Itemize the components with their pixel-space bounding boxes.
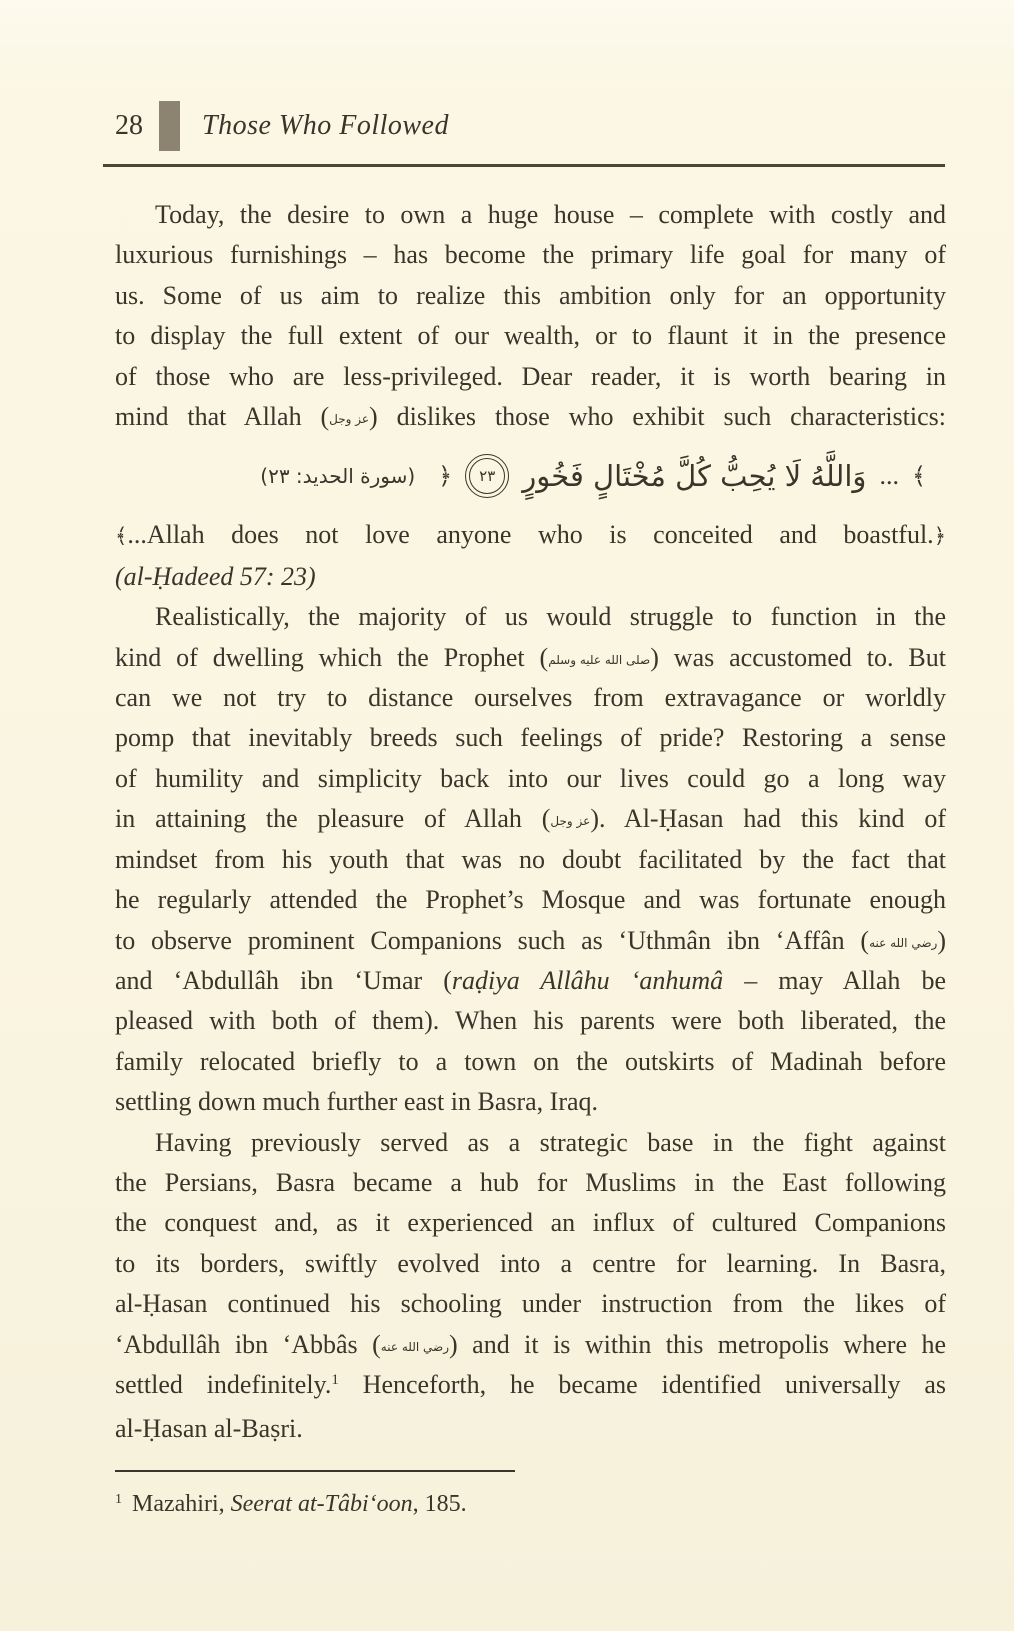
footnote bbox=[115, 1488, 946, 1520]
text-line bbox=[115, 1203, 946, 1243]
page-number: 28 bbox=[115, 110, 143, 141]
text-line bbox=[115, 195, 946, 235]
text-run: – may Allah be bbox=[723, 965, 946, 995]
verse-arabic-text: وَاللَّهُ لَا يُحِبُّ كُلَّ مُخْتَالٍ فَخُورٍ bbox=[522, 459, 867, 494]
paragraph bbox=[115, 1123, 946, 1450]
text-run: , 185. bbox=[412, 1491, 467, 1518]
text-line bbox=[115, 799, 946, 839]
header-bar bbox=[159, 101, 180, 151]
text-run: in attaining the pleasure of Allah ( bbox=[115, 804, 551, 834]
paragraph bbox=[115, 195, 946, 437]
text-run: Today, the desire to own a huge house – complete with costly and bbox=[155, 200, 946, 229]
text-run: to display the full extent of our wealth, or to flaunt it in the presence bbox=[115, 321, 946, 351]
text-line bbox=[115, 1284, 946, 1324]
text-run: mindset from his youth that was no doubt facilitated by the fact that bbox=[115, 844, 946, 874]
text-line bbox=[115, 678, 946, 718]
text-line bbox=[115, 357, 946, 397]
text-run: of humility and simplicity back into our lives could go a long way bbox=[115, 763, 946, 793]
text-run: al-Ḥasan continued his schooling under instruction from the likes of bbox=[115, 1289, 946, 1319]
text-run: settling down much further east in Basra, Iraq. bbox=[115, 1087, 599, 1117]
arabic-honorific: صلى الله عليه وسلم bbox=[548, 652, 651, 667]
text-run: the conquest and, as it experienced an influx of cultured Companions bbox=[115, 1208, 946, 1238]
text-run: he regularly attended the Prophet’s Mosque and was fortunate enough bbox=[115, 885, 946, 915]
arabic-honorific: رضي الله عنه bbox=[380, 1339, 450, 1354]
paragraph bbox=[115, 597, 946, 1122]
text-run: pleased with both of them). When his parents were both liberated, the bbox=[115, 1006, 946, 1036]
verse-close-ornament: ﴿ bbox=[438, 462, 453, 491]
text-run: kind of dwelling which the Prophet ( bbox=[115, 642, 549, 672]
text-line bbox=[115, 276, 946, 316]
text-run: and ‘Abdullâh ibn ‘Umar ( bbox=[115, 965, 452, 995]
italic-text: raḍiya Allâhu ‘anhumâ bbox=[451, 965, 724, 995]
text-run: ‘Abdullâh ibn ‘Abbâs ( bbox=[115, 1329, 381, 1359]
text-run: of those who are less-privileged. Dear reader, it is worth bearing in bbox=[115, 361, 946, 391]
text-run: us. Some of us aim to realize this ambition only for an opportunity bbox=[115, 280, 946, 310]
text-run: mind that Allah ( bbox=[115, 402, 330, 432]
arabic-honorific: رضي الله عنه bbox=[869, 935, 938, 950]
text-line bbox=[115, 961, 946, 1001]
text-run: luxurious furnishings – has become the primary life goal for many of bbox=[115, 240, 946, 270]
text-run: (al-Ḥadeed 57: 23) bbox=[115, 561, 316, 591]
text-line bbox=[115, 840, 946, 880]
text-run: to observe prominent Companions such as ‘Uthmân ibn ‘Affân ( bbox=[115, 925, 870, 955]
text-line bbox=[115, 921, 946, 961]
arabic-honorific: عز وجل bbox=[329, 412, 370, 427]
text-run: al-Ḥasan al-Baṣri. bbox=[115, 1414, 303, 1444]
text-line bbox=[115, 718, 946, 758]
text-run: ) and it is within this metropolis where he bbox=[449, 1329, 947, 1359]
text-run: pomp that inevitably breeds such feelings of pride? Restoring a sense bbox=[115, 723, 946, 753]
footnote-marker: 1 bbox=[331, 1371, 339, 1388]
text-run: to its borders, swiftly evolved into a centre for learning. In Basra, bbox=[115, 1248, 946, 1278]
footnote-marker: 1 bbox=[115, 1492, 122, 1508]
text-run: Realistically, the majority of us would struggle to function in the bbox=[155, 602, 946, 632]
text-line bbox=[115, 1001, 946, 1041]
surah-reference: (سورة الحديد: ٢٣) bbox=[260, 464, 416, 489]
text-line bbox=[115, 1244, 946, 1284]
verse-ellipsis: ... bbox=[879, 461, 899, 491]
text-line bbox=[115, 1163, 946, 1203]
ayah-number-badge: ٢٣ bbox=[465, 454, 509, 498]
footnote-rule bbox=[115, 1470, 515, 1472]
running-title: Those Who Followed bbox=[202, 110, 449, 141]
text-run: ) was accustomed to. But bbox=[650, 642, 946, 672]
text-line bbox=[115, 1365, 946, 1409]
text-line bbox=[115, 316, 946, 356]
header-rule bbox=[103, 164, 945, 167]
italic-text: Seerat at-Tâbi‘oon bbox=[230, 1491, 413, 1518]
text-run: settled indefinitely. bbox=[115, 1369, 332, 1399]
text-line bbox=[115, 759, 946, 799]
page-header bbox=[115, 100, 946, 152]
text-run: ) dislikes those who exhibit such characteristics: bbox=[369, 402, 947, 432]
text-line bbox=[115, 1325, 946, 1365]
text-line bbox=[115, 1042, 946, 1082]
text-run: Mazahiri, bbox=[132, 1491, 231, 1518]
text-line bbox=[115, 638, 946, 678]
text-run: Henceforth, he became identified universally as bbox=[338, 1369, 946, 1399]
arabic-honorific: عز وجل bbox=[550, 814, 591, 829]
citation-line bbox=[115, 557, 946, 597]
text-run: family relocated briefly to a town on the outskirts of Madinah before bbox=[115, 1046, 946, 1076]
quran-verse bbox=[115, 439, 946, 513]
text-run: Having previously served as a strategic base in the fight against bbox=[155, 1127, 946, 1157]
text-line bbox=[115, 1082, 946, 1122]
text-line bbox=[115, 880, 946, 920]
text-run: ) bbox=[937, 925, 946, 955]
text-line bbox=[115, 1409, 946, 1449]
text-line bbox=[115, 235, 946, 275]
text-line bbox=[115, 1123, 946, 1163]
text-run: ...Allah does not love anyone who is conceited and boastful. bbox=[127, 520, 934, 550]
text-run: ). Al-Ḥasan had this kind of bbox=[590, 804, 946, 834]
text-line bbox=[115, 597, 946, 637]
paragraph bbox=[115, 515, 946, 597]
text-line bbox=[115, 397, 946, 437]
body-text bbox=[115, 195, 946, 1450]
quote-ornament-icon: ﴿ bbox=[933, 524, 946, 549]
text-line bbox=[115, 515, 946, 556]
text-run: can we not try to distance ourselves from extravagance or worldly bbox=[115, 683, 946, 713]
quote-ornament-icon: ﴾ bbox=[115, 524, 128, 549]
verse-open-ornament: ﴾ bbox=[911, 462, 926, 491]
text-run: the Persians, Basra became a hub for Muslims in the East following bbox=[115, 1167, 946, 1197]
